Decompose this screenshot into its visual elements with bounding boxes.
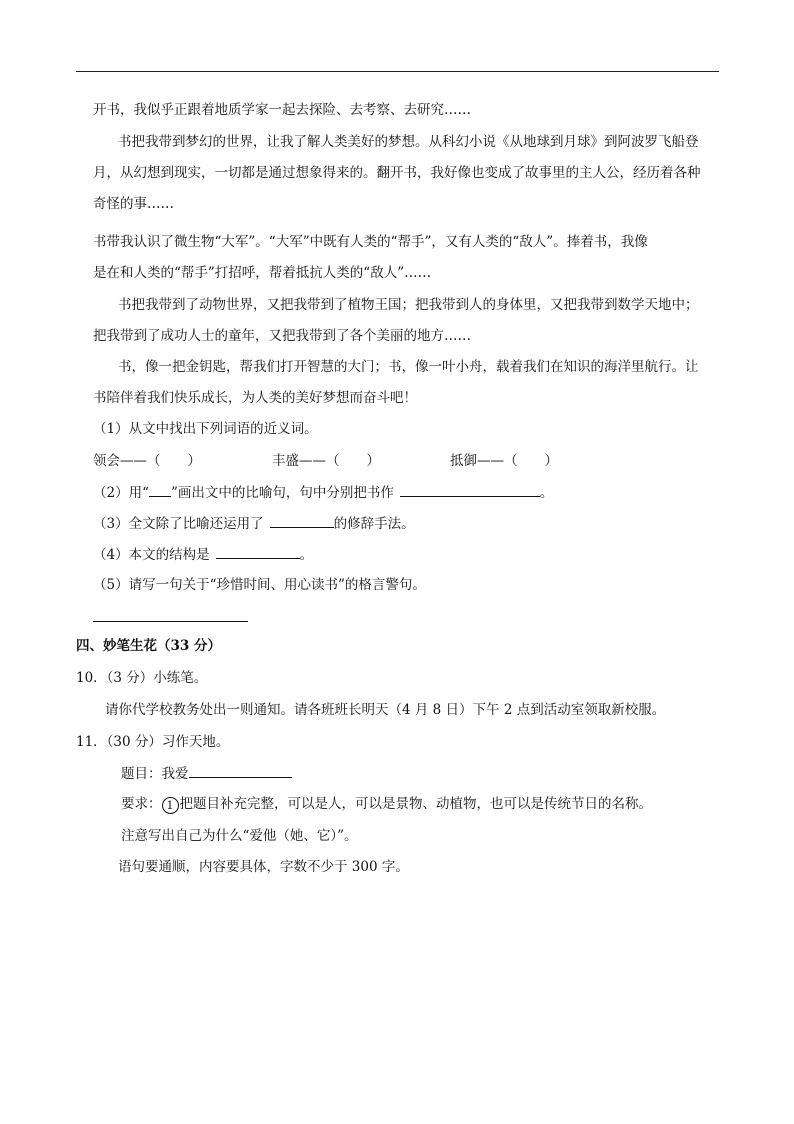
requirement-label: 要求： bbox=[121, 796, 162, 812]
question-1: （1）从文中找出下列词语的近义词。 bbox=[93, 421, 318, 437]
answer-blank[interactable] bbox=[400, 483, 540, 497]
passage-line: 月，从幻想到现实，一切都是通过想象得来的。翻开书，我好像也变成了故事里的主人公，经历着各种 bbox=[93, 165, 701, 181]
passage-line: 把我带到了成功人士的童年，又把我带到了各个美丽的地方…… bbox=[93, 328, 471, 344]
passage-line: 是在和人类的“帮手”打招呼，帮着抵抗人类的“敌人”…… bbox=[93, 265, 432, 281]
question-3 bbox=[93, 514, 415, 533]
essay-requirement bbox=[121, 795, 652, 814]
essay-note: 注意写出自己为什么“爱他（她、它）”。 bbox=[121, 828, 358, 844]
essay-title bbox=[121, 764, 292, 783]
section-heading: 四、妙笔生花（33 分） bbox=[76, 638, 221, 654]
passage-line: 开书，我似乎正跟着地质学家一起去探险、去考察、去研究…… bbox=[93, 102, 471, 118]
question-3-text-a: （3）全文除了比喻还运用了 bbox=[93, 516, 264, 532]
circled-number-1: 1 bbox=[162, 797, 179, 814]
question-2-text-a: （2）用“ bbox=[93, 485, 149, 501]
question-10: 10．（3 分）小练笔。 bbox=[76, 670, 208, 686]
passage-line: 书带我认识了微生物“大军”。“大军”中既有人类的“帮手”，又有人类的“敌人”。捧着书，我像 bbox=[93, 234, 648, 250]
passage-line: 书，像一把金钥匙，帮我们打开智慧的大门；书，像一叶小舟，载着我们在知识的海洋里航行。让 bbox=[118, 359, 699, 375]
question-4-text-b: 。 bbox=[299, 547, 314, 563]
synonym-item-2: 丰盛——（ ） bbox=[272, 453, 380, 469]
essay-title-label: 题目：我爱 bbox=[121, 766, 189, 782]
passage-line: 书把我带到了动物世界，又把我带到了植物王国；把我带到人的身体里，又把我带到数学天地中； bbox=[118, 297, 699, 313]
question-2 bbox=[93, 483, 553, 502]
answer-blank[interactable] bbox=[216, 545, 300, 559]
passage-line: 书把我带到梦幻的世界，让我了解人类美好的梦想。从科幻小说《从地球到月球》到阿波罗飞船登 bbox=[118, 134, 699, 150]
question-4 bbox=[93, 545, 313, 564]
question-2-text-c: 。 bbox=[539, 485, 554, 501]
requirement-text: 把题目补充完整，可以是人，可以是景物、动植物，也可以是传统节日的名称。 bbox=[179, 796, 652, 812]
answer-blank[interactable] bbox=[270, 514, 334, 528]
title-blank[interactable] bbox=[189, 764, 292, 778]
passage-line: 奇怪的事…… bbox=[93, 196, 174, 212]
header-rule bbox=[76, 71, 719, 72]
question-2-text-b: ”画出文中的比喻句，句中分别把书作 bbox=[171, 485, 394, 501]
question-5: （5）请写一句关于“珍惜时间、用心读书”的格言警句。 bbox=[93, 577, 426, 593]
question-4-text-a: （4）本文的结构是 bbox=[93, 547, 210, 563]
question-10-body: 请你代学校教务处出一则通知。请各班班长明天（4 月 8 日）下午 2 点到活动室领取新校服。 bbox=[105, 702, 666, 718]
synonym-item-1: 领会——（ ） bbox=[93, 453, 201, 469]
essay-note: 语句要通顺，内容要具体，字数不少于 300 字。 bbox=[118, 859, 409, 875]
underline-blank[interactable] bbox=[149, 483, 171, 497]
answer-line[interactable] bbox=[93, 621, 248, 622]
question-11: 11．（30 分）习作天地。 bbox=[76, 734, 230, 750]
synonym-item-3: 抵御——（ ） bbox=[450, 453, 558, 469]
passage-line: 书陪伴着我们快乐成长，为人类的美好梦想而奋斗吧！ bbox=[93, 390, 417, 406]
question-3-text-b: 的修辞手法。 bbox=[333, 516, 415, 532]
